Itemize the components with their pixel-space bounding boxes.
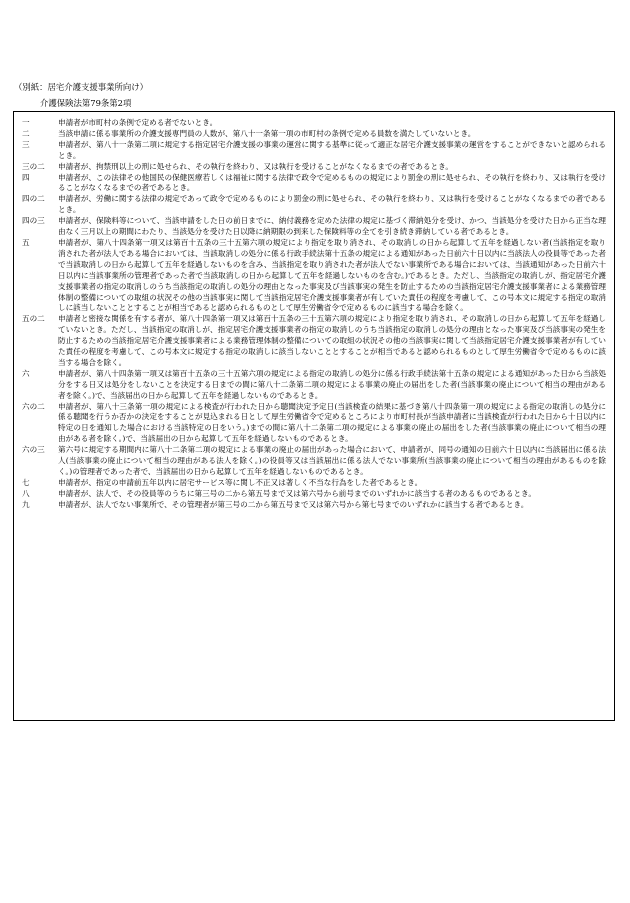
provision-item (22, 500, 606, 511)
provision-number: 六 (22, 368, 30, 378)
provision-number: 五の二 (22, 314, 45, 324)
attachment-note: （別紙：居宅介護支援事業所向け） (14, 82, 148, 92)
provision-text: 申請者が、この法律その他国民の保健医療若しくは福祉に関する法律で政令で定めるものの規定により罰金の刑に処せられ、その執行を終わり、又は執行を受けることがなくなるまでの者であるとき。 (58, 172, 606, 193)
provision-text: 申請者が市町村の条例で定める者でないとき。 (58, 118, 218, 127)
provision-number: 四 (22, 172, 30, 182)
provision-number: 三の二 (22, 161, 45, 171)
provision-item (22, 194, 606, 216)
provision-text: 申請者が、第八十四条第一項又は第百十五条の三十五第六項の規定による指定の取消しの処分に係る行政手続法第十五条の規定による通知があった日から当該処分をする日又は処分をしないことを決定する日までの間に第八十二条第二項の規定による事業の廃止の届出をした者(当該事業の廃止について相当の理由がある者を除く。)で、当該届出の日から起算して五年を経過しないものであるとき。 (58, 368, 606, 400)
provision-number: 八 (22, 488, 30, 498)
provision-text: 申請者が、拘禁刑以上の刑に処せられ、その執行を終わり、又は執行を受けることがなくなるまでの者であるとき。 (58, 161, 454, 171)
provision-item (22, 369, 606, 402)
provisions-box (13, 111, 615, 721)
provision-number: 七 (22, 477, 30, 487)
provision-text: 第六号に規定する期間内に第八十二条第二項の規定による事業の廃止の届出があった場合において、申請者が、同号の通知の日前六十日以内に当該届出に係る法人(当該事業の廃止について相当の理由がある法人を除く。)の役員等又は当該届出に係る法人でない事業所(当該事業の廃止について相当の理由があるものを除く。)の管理者であった者で、当該届出の日から起算して五年を経過しないものであるとき。 (58, 445, 606, 476)
provision-text: 当該申請に係る事業所の介護支援専門員の人数が、第八十一条第一項の市町村の条例で定める員数を満たしていないとき。 (58, 128, 476, 138)
provision-item (22, 489, 606, 500)
provision-text: 申請者が、法人で、その役員等のうちに第三号の二から第五号まで又は第六号から前号までのいずれかに該当する者のあるものであるとき。 (58, 488, 536, 498)
provision-text: 申請者が、法人でない事業所で、その管理者が第三号の二から第五号まで又は第六号から第七号までのいずれかに該当する者であるとき。 (58, 499, 529, 509)
provision-text: 申請者が、指定の申請前五年以内に居宅サービス等に関し不正又は著しく不当な行為をした者であるとき。 (58, 477, 423, 487)
provision-item (22, 118, 606, 129)
provision-item (22, 238, 606, 314)
provision-item (22, 314, 606, 369)
provision-number: 四の三 (22, 216, 45, 226)
provision-number: 五 (22, 237, 30, 247)
provision-item (22, 478, 606, 489)
provision-number: 二 (22, 128, 30, 138)
provision-number: 六の三 (22, 445, 45, 455)
provision-text: 申請者と密接な関係を有する者が、第八十四条第一項又は第百十五条の三十五第六項の規定により指定を取り消され、その取消しの日から起算して五年を経過していないとき。ただし、当該指定の取消しが、指定居宅介護支援事業者の指定の取消しのうち当該指定の取消しの処分の理由となった事実及び当該事実の発生を防止するための当該指定居宅介護支援事業者による業務管理体制の整備についての取組の状況その他の当該事実に関して当該指定居宅介護支援事業者が有していた責任の程度を考慮して、この号本文に規定する指定の取消しに該当しないこととすることが相当であると認められるものとして厚生労働省令で定めるものに該当する場合を除く。 (58, 314, 606, 367)
provision-number: 一 (22, 118, 30, 127)
provision-text: 申請者が、第八十三条第一項の規定による検査が行われた日から聴聞決定予定日(当該検査の結果に基づき第八十四条第一項の規定による指定の取消しの処分に係る聴聞を行うか否かの決定をすることが見込まれる日として厚生労働省令で定めるところにより市町村長が当該申請者に当該検査が行われた日から十日以内に特定の日を通知した場合における当該特定の日をいう。)までの間に第八十二条第二項の規定による事業の廃止の届出をした者(当該事業の廃止について相当の理由がある者を除く。)で、当該届出の日から起算して五年を経過しないものであるとき。 (58, 401, 606, 444)
provision-item (22, 216, 606, 238)
provision-number: 九 (22, 499, 30, 509)
provision-text: 申請者が、第八十一条第二項に規定する指定居宅介護支援の事業の運営に関する基準に従って適正な居宅介護支援事業の運営をすることができないと認められるとき。 (58, 139, 606, 160)
law-article-title: 介護保険法第79条第2項 (40, 98, 132, 108)
provision-item (22, 162, 606, 173)
provision-text: 申請者が、労働に関する法律の規定であって政令で定めるものにより罰金の刑に処せられ、その執行を終わり、又は執行を受けることがなくなるまでの者であるとき。 (58, 194, 606, 215)
provision-text: 申請者が、保険料等について、当該申請をした日の前日までに、納付義務を定めた法律の規定に基づく滞納処分を受け、かつ、当該処分を受けた日から正当な理由なく三月以上の期間にわたり、当該処分を受けた日以降に納期限の到来した保険料等の全てを引き続き滞納している者であるとき。 (58, 216, 606, 237)
provision-number: 四の二 (22, 194, 45, 204)
provision-number: 三 (22, 139, 30, 149)
provision-number: 六の二 (22, 401, 45, 411)
provision-item (22, 129, 606, 140)
provision-item (22, 445, 606, 478)
provision-item (22, 140, 606, 162)
provision-item (22, 173, 606, 195)
provision-item (22, 402, 606, 446)
provision-text: 申請者が、第八十四条第一項又は第百十五条の三十五第六項の規定により指定を取り消され、その取消しの日から起算して五年を経過しない者(当該指定を取り消された者が法人である場合においては、当該取消しの処分に係る行政手続法第十五条の規定による通知があった日前六十日以内に当該法人の役員等であった者で当該取消しの日から起算して五年を経過しないものを含み、当該指定を取り消された者が法人でない事業所である場合においては、当該通知があった日前六十日以内に当該事業所の管理者であった者で当該取消しの日から起算して五年を経過しないものを含む。)であるとき。ただし、当該指定の取消しが、指定居宅介護支援事業者の指定の取消しのうち当該指定の取消しの処分の理由となった事実及び当該事実の発生を防止するための当該指定居宅介護支援事業者による業務管理体制の整備についての取組の状況その他の当該事実に関して当該指定居宅介護支援事業者が有していた責任の程度を考慮して、この号本文に規定する指定の取消しに該当しないこととすることが相当であると認められるものとして厚生労働省令で定めるものに該当する場合を除く。 (58, 237, 606, 313)
